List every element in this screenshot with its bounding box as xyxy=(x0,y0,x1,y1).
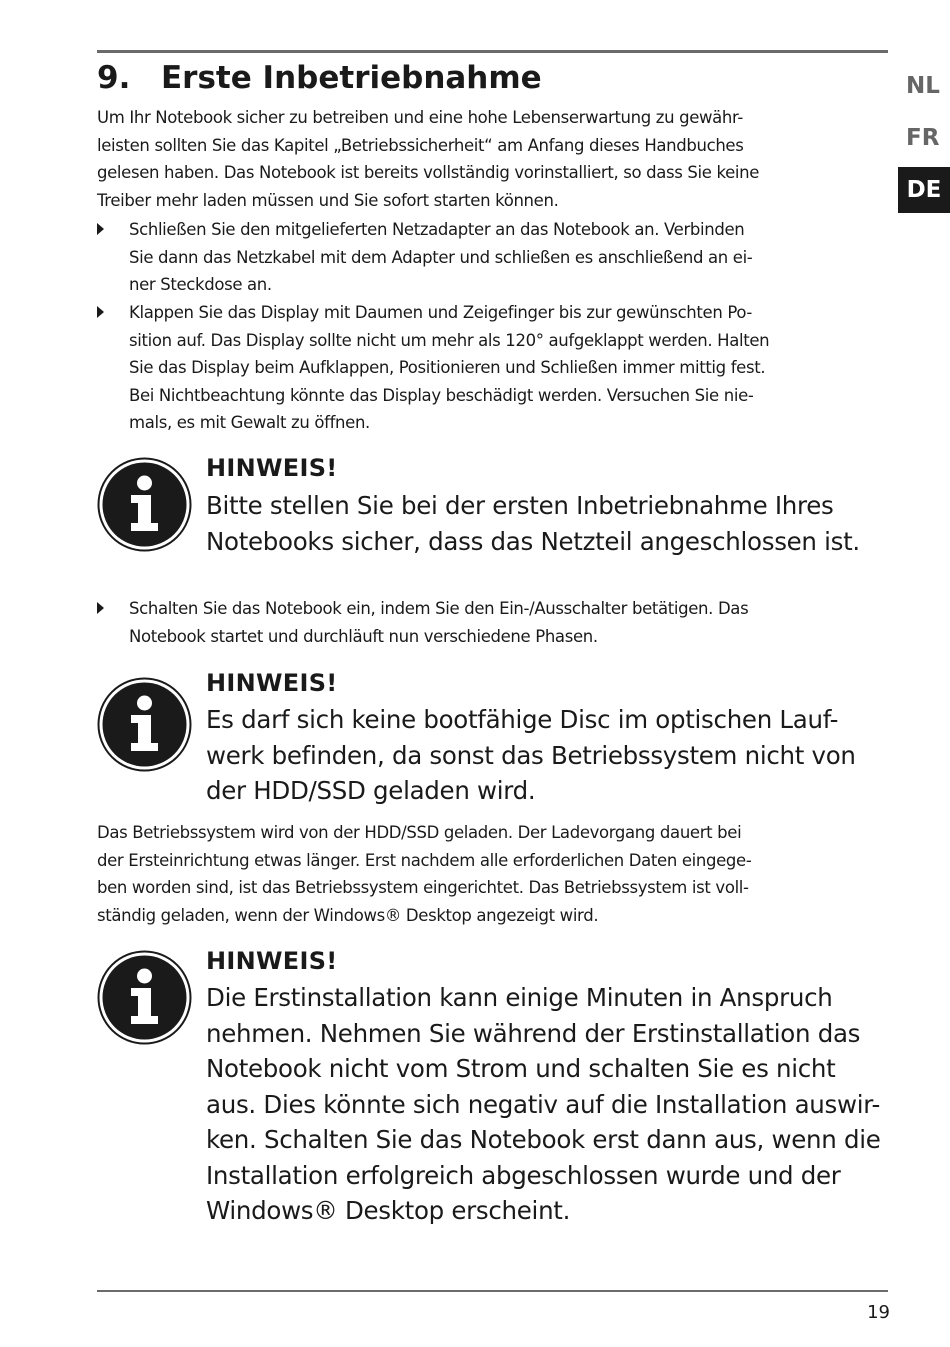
info-icon xyxy=(97,950,192,1045)
note-line: der HDD/SSD geladen wird. xyxy=(206,776,536,805)
note-line: Bitte stellen Sie bei der ersten Inbetriebnahme Ihres xyxy=(206,491,834,520)
note-text xyxy=(206,980,896,1229)
bullet-line: Bei Nichtbeachtung könnte das Display beschädigt werden. Versuchen Sie nie- xyxy=(129,385,754,405)
bullet-line: Sie das Display beim Aufklappen, Positionieren und Schließen immer mittig fest. xyxy=(129,358,766,377)
intro-line: Um Ihr Notebook sicher zu betreiben und eine hohe Lebenserwartung zu gewähr- xyxy=(97,108,744,127)
note-text xyxy=(206,488,896,559)
intro-paragraph xyxy=(97,104,887,214)
paragraph-line: ben worden sind, ist das Betriebssystem eingerichtet. Das Betriebssystem ist voll- xyxy=(97,878,749,897)
bullet-line: Schalten Sie das Notebook ein, indem Sie den Ein-/Ausschalter betätigen. Das xyxy=(129,599,749,618)
section-number: 9. xyxy=(97,60,131,96)
bullet-line: mals, es mit Gewalt zu öffnen. xyxy=(129,413,370,432)
triangle-bullet-icon xyxy=(97,602,104,614)
intro-line: leisten sollten Sie das Kapitel „Betriebssicherheit“ am Anfang dieses Handbuches xyxy=(97,135,744,155)
paragraph-line: der Ersteinrichtung etwas länger. Erst nachdem alle erforderlichen Daten eingege- xyxy=(97,850,752,870)
triangle-bullet-icon xyxy=(97,306,104,318)
info-icon xyxy=(97,457,192,552)
language-tab-de-active[interactable]: DE xyxy=(898,167,950,213)
top-rule xyxy=(97,50,888,53)
bullet-line: Schließen Sie den mitgelieferten Netzadapter an das Notebook an. Verbinden xyxy=(129,220,745,239)
language-tab-fr[interactable]: FR xyxy=(906,125,940,151)
note-line: nehmen. Nehmen Sie während der Erstinstallation das xyxy=(206,1018,861,1048)
paragraph-line: ständig geladen, wenn der Windows® Desktop angezeigt wird. xyxy=(97,905,599,925)
note-line: Windows® Desktop erscheint. xyxy=(206,1196,571,1225)
bottom-rule xyxy=(97,1290,888,1292)
bullet-text xyxy=(129,216,887,299)
note-title: HINWEIS! xyxy=(206,669,338,697)
bullet-text xyxy=(129,299,887,437)
note-line: aus. Dies könnte sich negativ auf die Installation auswir- xyxy=(206,1089,880,1119)
note-text xyxy=(206,702,896,809)
triangle-bullet-icon xyxy=(97,223,104,235)
loading-paragraph xyxy=(97,819,887,929)
bullet-line: ner Steckdose an. xyxy=(129,275,272,294)
note-line: Notebook nicht vom Strom und schalten Sie es nicht xyxy=(206,1054,836,1083)
note-line: Es darf sich keine bootfähige Disc im optischen Lauf- xyxy=(206,705,839,734)
note-line: werk befinden, da sonst das Betriebssystem nicht von xyxy=(206,740,856,770)
info-icon xyxy=(97,677,192,772)
bullet-line: Notebook startet und durchläuft nun verschiedene Phasen. xyxy=(129,626,598,646)
paragraph-line: Das Betriebssystem wird von der HDD/SSD geladen. Der Ladevorgang dauert bei xyxy=(97,823,742,842)
note-line: Installation erfolgreich abgeschlossen wurde und der xyxy=(206,1160,841,1190)
language-tab-nl[interactable]: NL xyxy=(906,73,940,99)
section-title: Erste Inbetriebnahme xyxy=(161,60,542,96)
bullet-text xyxy=(129,595,887,650)
bullet-line: Klappen Sie das Display mit Daumen und Zeigefinger bis zur gewünschten Po- xyxy=(129,303,752,322)
note-line: ken. Schalten Sie das Notebook erst dann aus, wenn die xyxy=(206,1125,881,1154)
note-title: HINWEIS! xyxy=(206,454,338,482)
bullet-line: Sie dann das Netzkabel mit dem Adapter und schließen es anschließend an ei- xyxy=(129,247,753,267)
page-number: 19 xyxy=(867,1302,890,1323)
note-line: Notebooks sicher, dass das Netzteil angeschlossen ist. xyxy=(206,526,860,556)
bullet-line: sition auf. Das Display sollte nicht um mehr als 120° aufgeklappt werden. Halten xyxy=(129,330,770,350)
intro-line: gelesen haben. Das Notebook ist bereits vollständig vorinstalliert, so dass Sie keine xyxy=(97,163,760,182)
note-title: HINWEIS! xyxy=(206,947,338,975)
note-line: Die Erstinstallation kann einige Minuten in Anspruch xyxy=(206,983,833,1012)
section-heading xyxy=(97,58,542,98)
intro-line: Treiber mehr laden müssen und Sie sofort starten können. xyxy=(97,190,559,210)
